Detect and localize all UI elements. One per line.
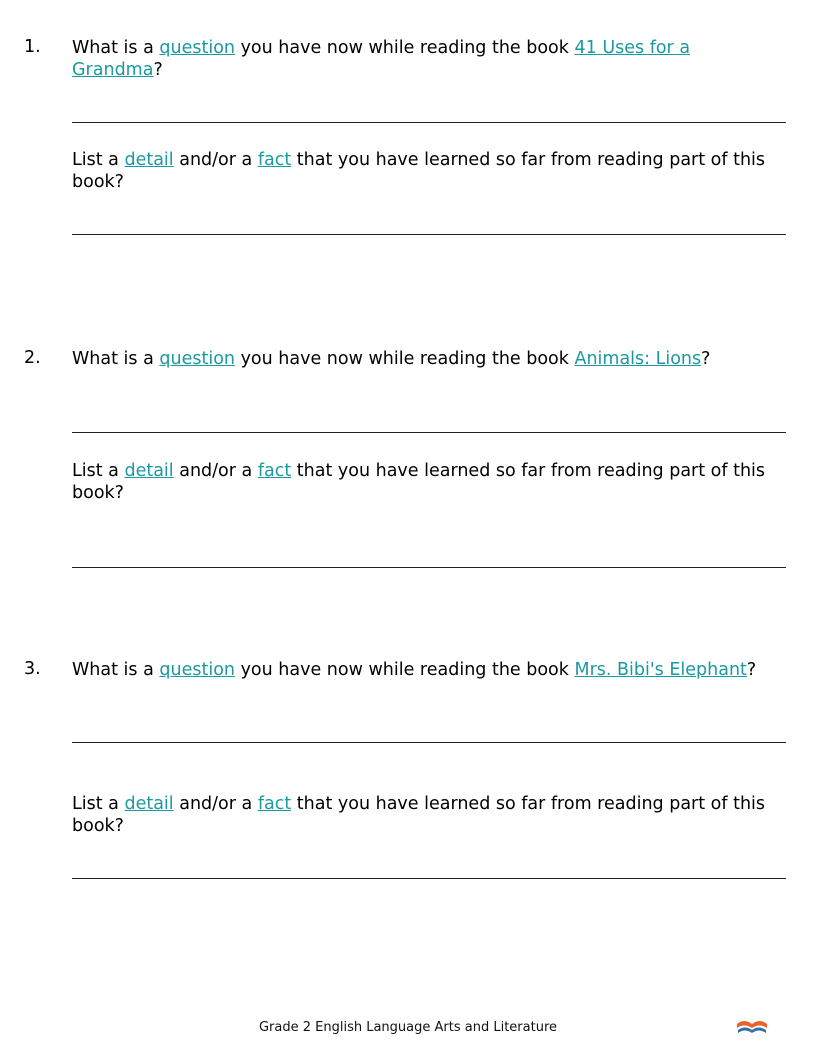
question-prompt <box>72 37 784 81</box>
fact-link[interactable]: fact <box>257 461 292 481</box>
book-title-link[interactable]: Animals: Lions <box>574 349 702 369</box>
prompt-text: and/or a <box>179 794 253 814</box>
question-link[interactable]: question <box>159 660 235 680</box>
open-book-logo-icon <box>734 1014 770 1038</box>
question-prompt <box>72 348 784 370</box>
question-number: 2. <box>24 348 41 368</box>
prompt-text: that you have learned so far from reading part of this book? <box>72 461 766 503</box>
prompt-punct: ? <box>746 660 757 680</box>
answer-line[interactable] <box>72 234 786 235</box>
prompt-text: that you have learned so far from reading part of this book? <box>72 794 766 836</box>
prompt-text: What is a <box>72 349 154 369</box>
prompt-text: you have now while reading the book <box>240 349 569 369</box>
prompt-text: and/or a <box>179 150 253 170</box>
detail-prompt <box>72 793 784 837</box>
question-link[interactable]: question <box>159 349 235 369</box>
book-title-link[interactable]: Mrs. Bibi's Elephant <box>574 660 747 680</box>
prompt-text: List a <box>72 150 119 170</box>
fact-link[interactable]: fact <box>257 150 292 170</box>
footer-text: Grade 2 English Language Arts and Literature <box>258 1020 558 1035</box>
detail-prompt <box>72 149 784 193</box>
question-number: 1. <box>24 37 41 57</box>
prompt-text: What is a <box>72 38 154 58</box>
answer-line[interactable] <box>72 122 786 123</box>
detail-link[interactable]: detail <box>124 794 174 814</box>
question-prompt <box>72 659 784 681</box>
prompt-text: What is a <box>72 660 154 680</box>
prompt-punct: ? <box>153 60 163 80</box>
prompt-punct: ? <box>701 349 711 369</box>
detail-prompt <box>72 460 784 504</box>
prompt-text: List a <box>72 794 119 814</box>
prompt-text: you have now while reading the book <box>240 660 569 680</box>
detail-link[interactable]: detail <box>124 150 174 170</box>
prompt-text: that you have learned so far from reading part of this book? <box>72 150 766 192</box>
question-number: 3. <box>24 659 41 679</box>
question-link[interactable]: question <box>159 38 235 58</box>
detail-link[interactable]: detail <box>124 461 174 481</box>
answer-line[interactable] <box>72 878 786 879</box>
prompt-text: List a <box>72 461 119 481</box>
answer-line[interactable] <box>72 432 786 433</box>
answer-line[interactable] <box>72 742 786 743</box>
prompt-text: and/or a <box>179 461 253 481</box>
fact-link[interactable]: fact <box>257 794 292 814</box>
answer-line[interactable] <box>72 567 786 568</box>
prompt-text: you have now while reading the book <box>240 38 569 58</box>
book-title-link[interactable]: 41 Uses for a Grandma <box>72 38 691 80</box>
